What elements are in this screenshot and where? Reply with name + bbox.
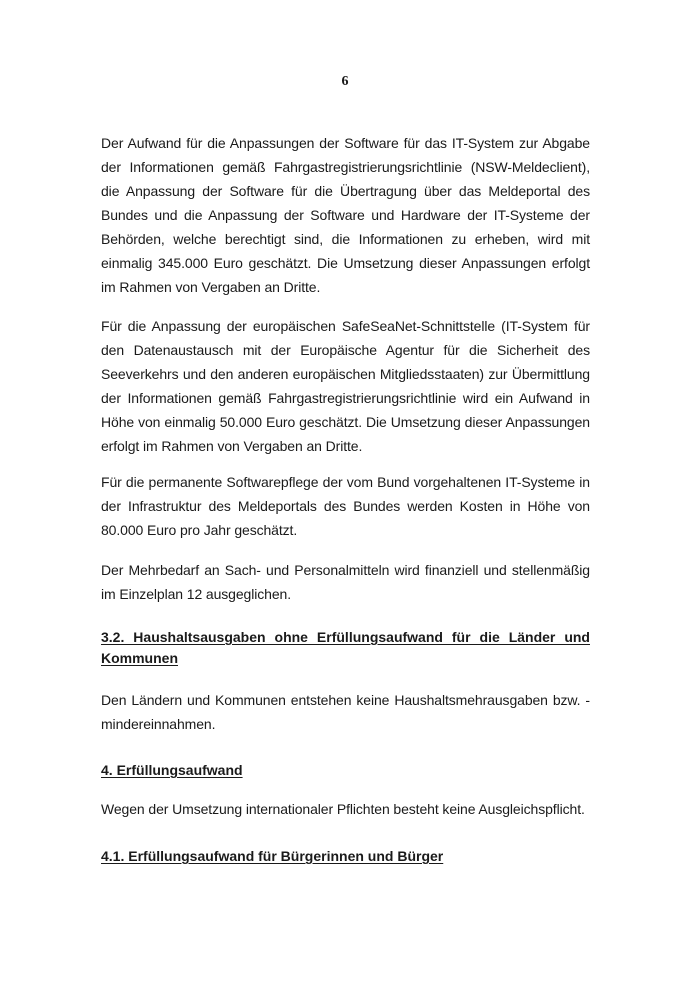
section-heading-4-1: 4.1. Erfüllungsaufwand für Bürgerinnen und Bürger	[101, 848, 444, 864]
paragraph-budget-compensation: Der Mehrbedarf an Sach- und Personalmitteln wird finanziell und stellenmäßig im Einzelplan 12 ausgeglichen.	[101, 562, 590, 602]
paragraph-maintenance-costs: Für die permanente Softwarepflege der vom Bund vorgehaltenen IT-Systeme in der Infrastruktur des Meldeportals des Bundes werden Kosten in Höhe von 80.000 Euro pro Jahr geschätzt.	[101, 474, 590, 538]
paragraph-safeseanet-costs: Für die Anpassung der europäischen SafeSeaNet-Schnittstelle (IT-System für den Datenaustausch mit der Europäische Agentur für die Sicherheit des Seeverkehrs und den anderen europäischen Mitgliedsstaaten) zur Übermittlung der Informationen gemäß Fahrgastregistrierungsrichtlinie wird ein Aufwand in Höhe von einmalig 50.000 Euro geschätzt. Die Umsetzung dieser Anpassungen erfolgt im Rahmen von Vergaben an Dritte.	[101, 318, 590, 454]
paragraph-laender-kommunen: Den Ländern und Kommunen entstehen keine Haushaltsmehrausgaben bzw. -mindereinnahmen.	[101, 692, 590, 732]
paragraph-ausgleichspflicht: Wegen der Umsetzung internationaler Pflichten besteht keine Ausgleichspflicht.	[101, 801, 585, 817]
section-heading-3-2: 3.2. Haushaltsausgaben ohne Erfüllungsaufwand für die Länder und Kommunen	[101, 629, 590, 666]
section-heading-4: 4. Erfüllungsaufwand	[101, 762, 243, 778]
paragraph-software-costs: Der Aufwand für die Anpassungen der Software für das IT-System zur Abgabe der Informationen gemäß Fahrgastregistrierungsrichtlinie (NSW-Meldeclient), die Anpassung der Software für die Übertragung über das Meldeportal des Bundes und die Anpassung der Software und Hardware der IT-Systeme der Behörden, welche berechtigt sind, die Informationen zu erheben, wird mit einmalig 345.000 Euro geschätzt. Die Umsetzung dieser Anpassungen erfolgt im Rahmen von Vergaben an Dritte.	[101, 135, 590, 295]
page-number: 6	[341, 74, 349, 89]
